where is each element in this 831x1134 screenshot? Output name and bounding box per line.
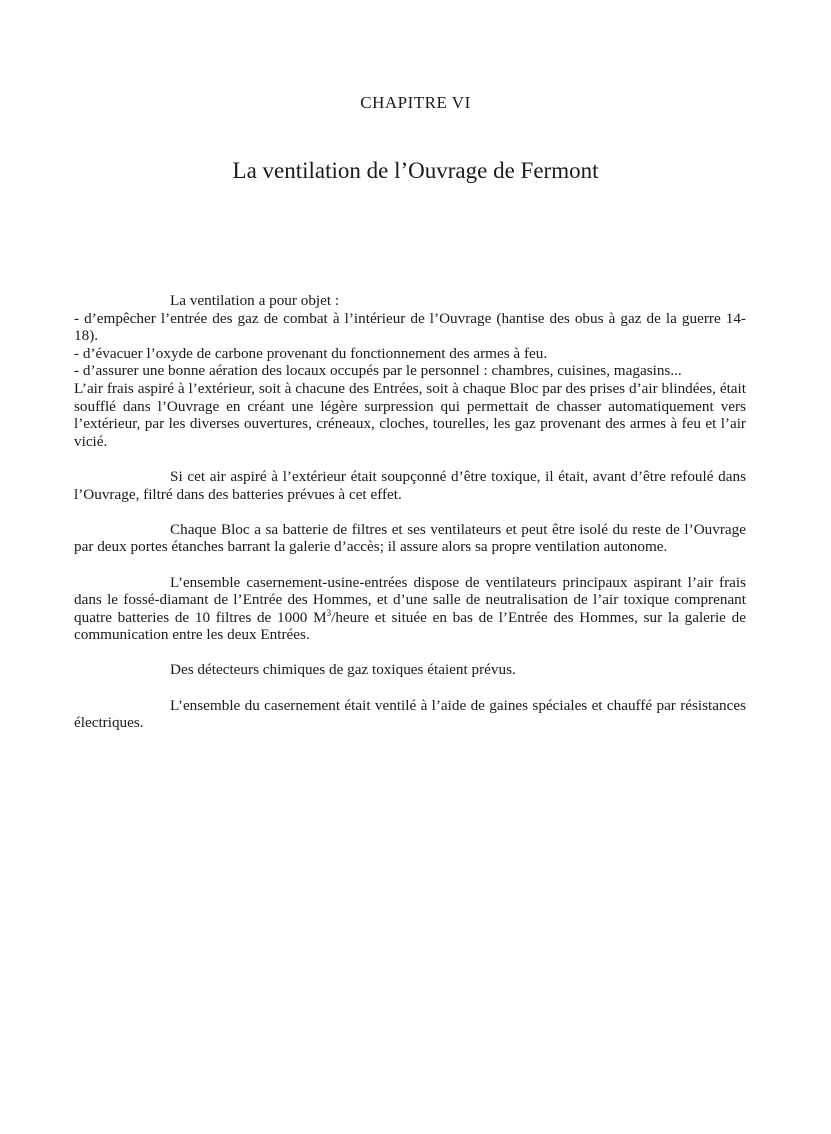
paragraph-ensemble-part1: L’ensemble casernement-usine-entrées dispose de ventilateurs principaux aspirant l’air frais dans le fossé-diamant de l’Entrée des Hommes, et d’une salle de neutralisation de l’air toxique comprenant quatre batteries de 10 filtres de 1000 M	[74, 573, 746, 626]
paragraph-detectors: Des détecteurs chimiques de gaz toxiques étaient prévus.	[170, 661, 516, 679]
paragraph-bloc: Chaque Bloc a sa batterie de filtres et ses ventilateurs et peut être isolé du reste de l’Ouvrage par deux portes étanches barrant la galerie d’accès; il assure alors sa propre ventilation autonome.	[74, 520, 746, 556]
cubic-superscript: 3	[326, 607, 332, 618]
list-item-gas: - d’empêcher l’entrée des gaz de combat à l’intérieur de l’Ouvrage (hantise des obus à gaz de la guerre 14-18).	[74, 309, 746, 345]
paragraph-ensemble	[74, 574, 746, 644]
paragraph-fresh-air: L’air frais aspiré à l’extérieur, soit à chacune des Entrées, soit à chaque Bloc par des prises d’air blindées, était soufflé dans l’Ouvrage en créant une légère surpression qui permettait de chasser automatiquement vers l’extérieur, par les diverses ouvertures, créneaux, cloches, tourelles, les gaz provenant des armes à feu et l’air vicié.	[74, 379, 746, 450]
chapter-number: CHAPITRE VI	[360, 93, 471, 112]
paragraph-casernement: L’ensemble du casernement était ventilé à l’aide de gaines spéciales et chauffé par résistances électriques.	[74, 696, 746, 732]
list-item-aeration: - d’assurer une bonne aération des locaux occupés par le personnel : chambres, cuisines, magasins...	[74, 362, 682, 380]
body-text	[74, 292, 746, 732]
chapter-title: La ventilation de l’Ouvrage de Fermont	[232, 158, 599, 183]
paragraph-toxic-air: Si cet air aspiré à l’extérieur était soupçonné d’être toxique, il était, avant d’être refoulé dans l’Ouvrage, filtré dans des batteries prévues à cet effet.	[74, 467, 746, 503]
paragraph-ensemble-part2: /heure et située en bas de l’Entrée des Hommes, sur la galerie de communication entre les deux Entrées.	[74, 608, 746, 644]
intro-paragraph: La ventilation a pour objet :	[170, 292, 340, 309]
list-item-carbon: - d’évacuer l’oxyde de carbone provenant du fonctionnement des armes à feu.	[74, 344, 548, 362]
